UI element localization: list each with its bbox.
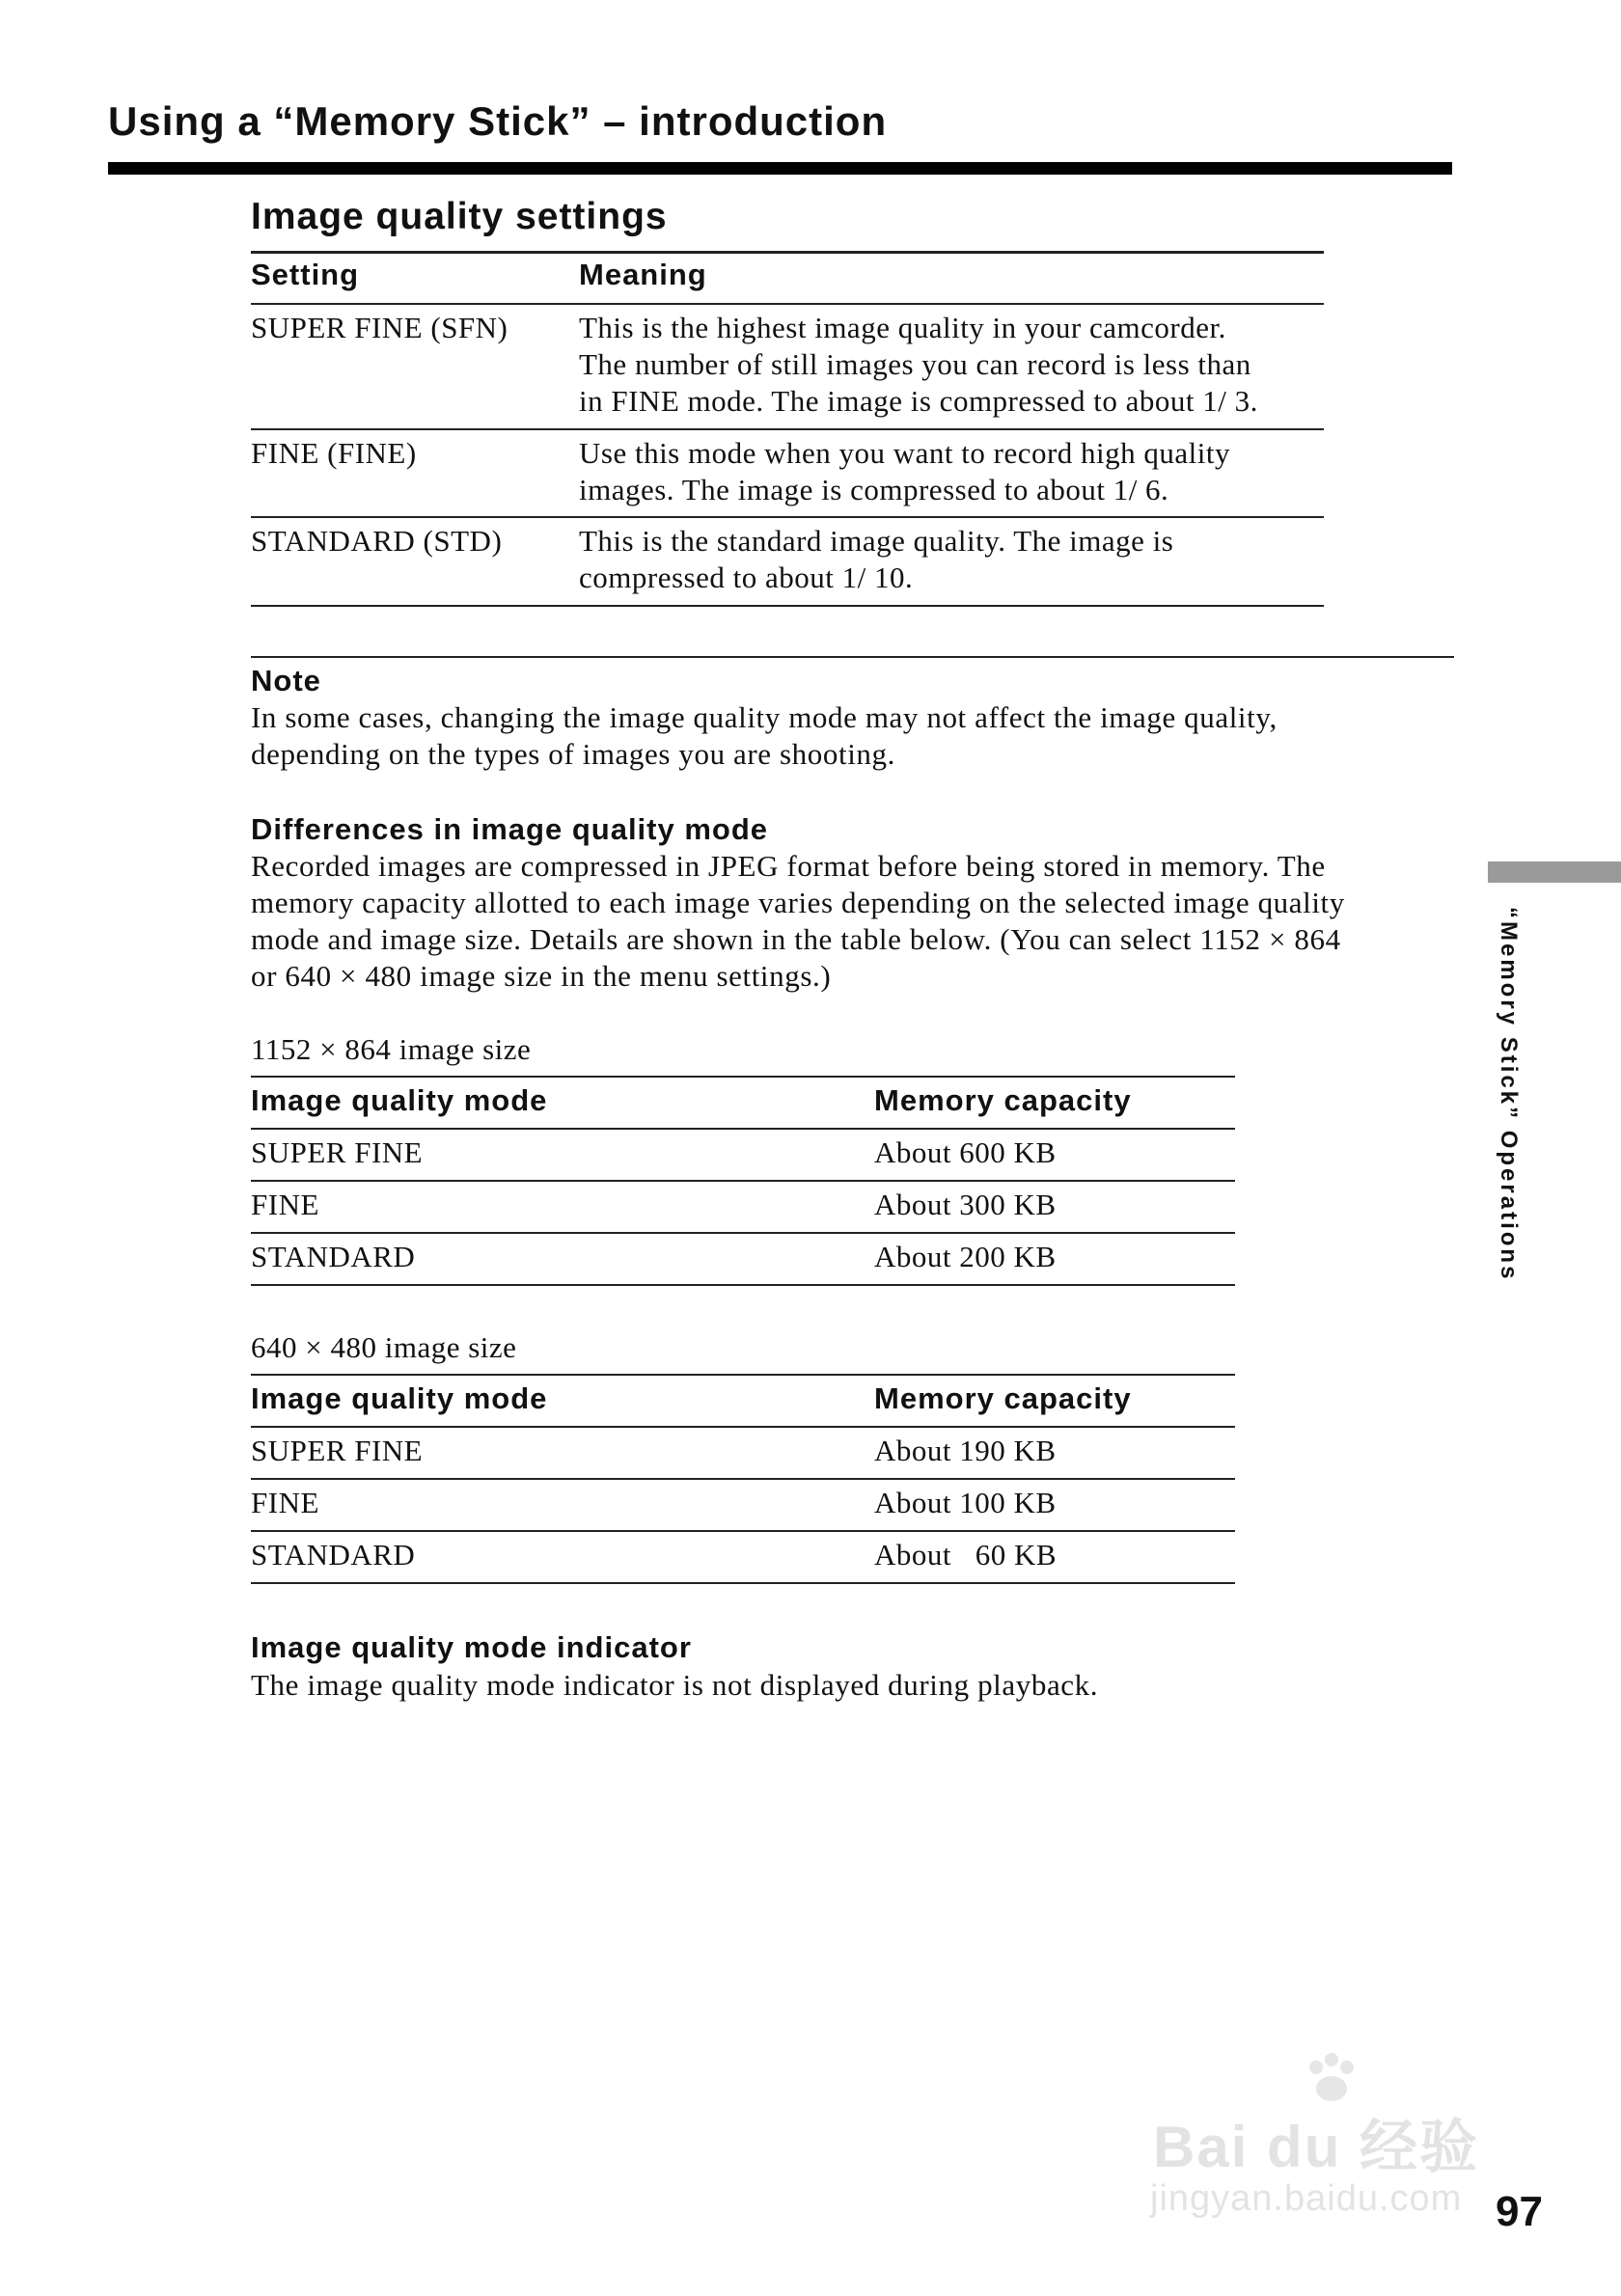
mode-cell: SUPER FINE xyxy=(251,1434,424,1467)
indicator-text: The image quality mode indicator is not displayed during playback. xyxy=(251,1668,1099,1702)
page-number: 97 xyxy=(1496,2188,1543,2235)
side-tab-bar xyxy=(1488,861,1621,883)
meaning-line: images. The image is compressed to about 1/ 6. xyxy=(579,473,1169,506)
watermark-brand: Bai du 经验 xyxy=(1153,2115,1480,2179)
column-header-mode: Image quality mode xyxy=(251,1083,548,1117)
mode-cell: FINE xyxy=(251,1188,319,1221)
setting-cell: SUPER FINE (SFN) xyxy=(251,311,508,344)
section-title: Image quality settings xyxy=(251,196,668,237)
column-header-capacity: Memory capacity xyxy=(874,1083,1132,1117)
page-title: Using a “Memory Stick” – introduction xyxy=(108,98,888,144)
meaning-cell xyxy=(579,435,1230,508)
mode-cell: SUPER FINE xyxy=(251,1135,424,1169)
title-rule xyxy=(108,162,1452,175)
mode-cell: STANDARD xyxy=(251,1240,416,1273)
paw-icon xyxy=(1303,2050,1360,2108)
note-line: In some cases, changing the image quality mode may not affect the image quality, xyxy=(251,700,1278,734)
table-header-rule xyxy=(251,303,1324,305)
capacity-cell: About 300 KB xyxy=(874,1188,1057,1221)
table-header-rule xyxy=(251,1426,1235,1428)
column-header-setting: Setting xyxy=(251,258,360,291)
mode-cell: STANDARD xyxy=(251,1538,416,1572)
paragraph-line: memory capacity allotted to each image varies depending on the selected image quality xyxy=(251,886,1345,919)
table-row-rule xyxy=(251,1530,1235,1532)
meaning-line: compressed to about 1/ 10. xyxy=(579,560,914,594)
table-top-rule xyxy=(251,251,1324,254)
meaning-cell xyxy=(579,310,1258,420)
table-header-rule xyxy=(251,1128,1235,1130)
column-header-mode: Image quality mode xyxy=(251,1381,548,1415)
meaning-line: Use this mode when you want to record high quality xyxy=(579,436,1231,470)
note-rule xyxy=(251,656,1454,658)
column-header-meaning: Meaning xyxy=(579,258,707,291)
note-line: depending on the types of images you are shooting. xyxy=(251,737,895,771)
paragraph-line: Recorded images are compressed in JPEG format before being stored in memory. The xyxy=(251,849,1326,883)
meaning-cell xyxy=(579,523,1173,596)
meaning-line: The number of still images you can record is less than xyxy=(579,347,1251,381)
setting-cell: FINE (FINE) xyxy=(251,436,417,470)
capacity-cell: About 190 KB xyxy=(874,1434,1057,1467)
table-row-rule xyxy=(251,428,1324,430)
mode-cell: FINE xyxy=(251,1486,319,1519)
paragraph-line: mode and image size. Details are shown in the table below. (You can select 1152 × 864 xyxy=(251,922,1341,956)
table-caption: 1152 × 864 image size xyxy=(251,1032,532,1066)
table-top-rule xyxy=(251,1076,1235,1078)
note-heading: Note xyxy=(251,664,321,697)
setting-cell: STANDARD (STD) xyxy=(251,524,503,558)
paragraph-line: or 640 × 480 image size in the menu settings.) xyxy=(251,959,832,993)
capacity-cell: About 100 KB xyxy=(874,1486,1057,1519)
capacity-cell: About 600 KB xyxy=(874,1135,1057,1169)
meaning-line: This is the highest image quality in your camcorder. xyxy=(579,311,1226,344)
table-row-rule xyxy=(251,516,1324,518)
note-text xyxy=(251,699,1457,773)
indicator-heading: Image quality mode indicator xyxy=(251,1630,692,1664)
capacity-cell: About 200 KB xyxy=(874,1240,1057,1273)
table-bottom-rule xyxy=(251,1582,1235,1584)
meaning-line: This is the standard image quality. The image is xyxy=(579,524,1174,558)
table-bottom-rule xyxy=(251,1284,1235,1286)
side-tab-label: “Memory Stick” Operations xyxy=(1496,907,1522,1282)
capacity-cell: About 60 KB xyxy=(874,1538,1058,1572)
differences-text xyxy=(251,848,1457,995)
watermark-url: jingyan.baidu.com xyxy=(1150,2178,1463,2219)
table-caption: 640 × 480 image size xyxy=(251,1330,517,1364)
table-row-rule xyxy=(251,1232,1235,1234)
table-bottom-rule xyxy=(251,605,1324,607)
meaning-line: in FINE mode. The image is compressed to about 1/ 3. xyxy=(579,384,1258,418)
differences-heading: Differences in image quality mode xyxy=(251,812,769,846)
table-row-rule xyxy=(251,1180,1235,1182)
table-row-rule xyxy=(251,1478,1235,1480)
column-header-capacity: Memory capacity xyxy=(874,1381,1132,1415)
table-top-rule xyxy=(251,1374,1235,1376)
